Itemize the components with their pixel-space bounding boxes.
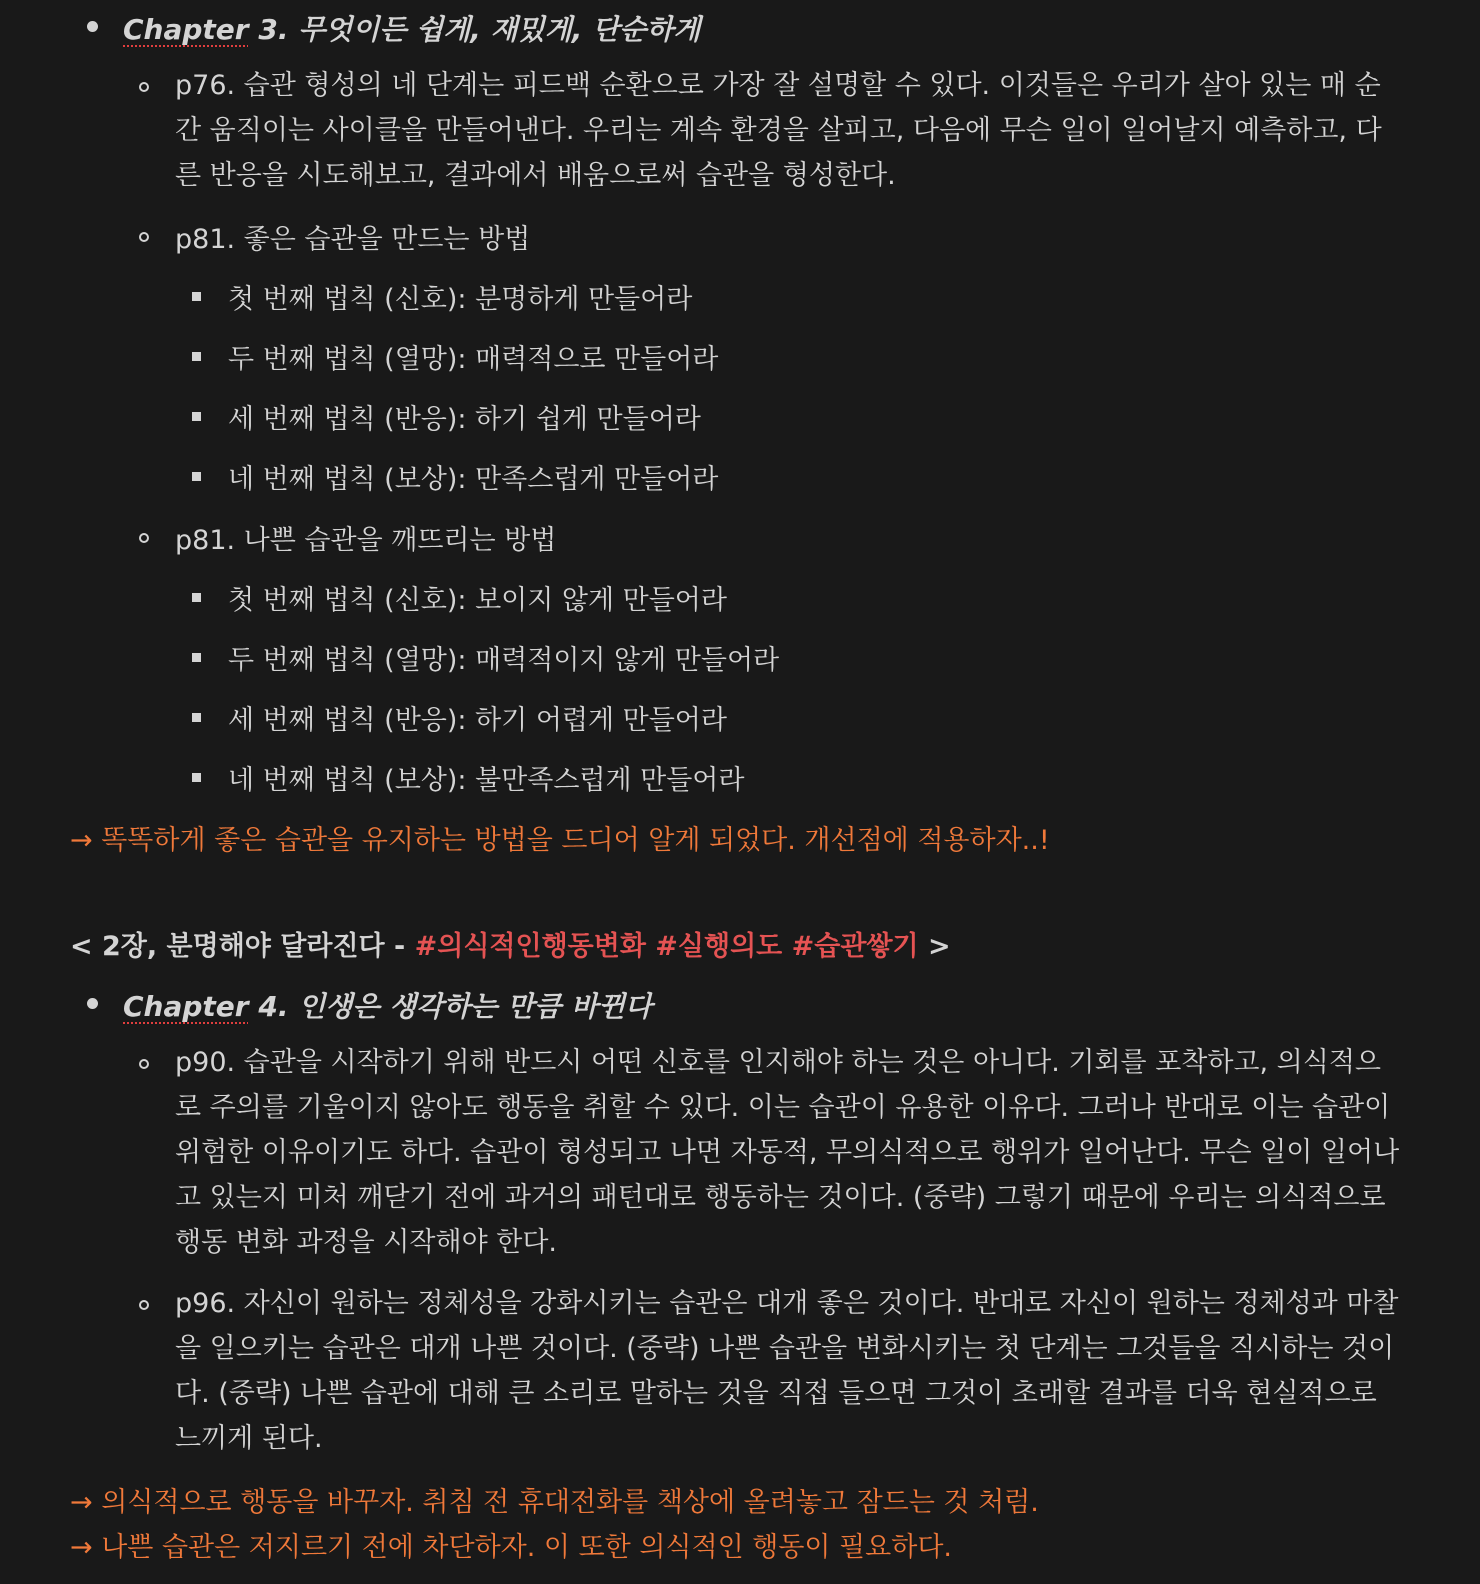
heading-suffix: > bbox=[918, 931, 951, 962]
list-item: 세 번째 법칙 (반응): 하기 어렵게 만들어라 bbox=[228, 705, 727, 736]
note-p96: p96. 자신이 원하는 정체성을 강화시키는 습관은 대개 좋은 것이다. 반대로 자신이 원하는 정체성과 마찰을 일으키는 습관은 대개 나쁜 것이다. (중략) 나쁜 습관을 변화시키는 첫 단계는 그것들을 직시하는 것이다. (중략) 나쁜 습관에 대해 큰 소리로 말하는 것을 직접 들으면 그것이 초래할 결과를 더욱 현실적으로 느끼게 된다. bbox=[175, 1288, 1399, 1454]
list-item: 네 번째 법칙 (보상): 만족스럽게 만들어라 bbox=[228, 464, 719, 495]
list-bullet bbox=[192, 653, 201, 662]
chapter-3-title bbox=[123, 8, 700, 48]
list-bullet bbox=[139, 232, 149, 242]
takeaway-note: → 의식적으로 행동을 바꾸자. 취침 전 휴대전화를 책상에 올려놓고 잠드는 것 처럼. bbox=[70, 1487, 1039, 1518]
note-p90: p90. 습관을 시작하기 위해 반드시 어떤 신호를 인지해야 하는 것은 아니다. 기회를 포착하고, 의식적으로 주의를 기울이지 않아도 행동을 취할 수 있다. 이는 습관이 유용한 이유다. 그러나 반대로 이는 습관이 위험한 이유이기도 하다. 습관이 형성되고 나면 자동적, 무의식적으로 행위가 일어난다. 무슨 일이 일어나고 있는지 미처 깨닫기 전에 과거의 패턴대로 행동하는 것이다. (중략) 그렇기 때문에 우리는 의식적으로 행동 변화 과정을 시작해야 한다. bbox=[175, 1047, 1400, 1258]
list-item: 첫 번째 법칙 (신호): 분명하게 만들어라 bbox=[228, 284, 693, 315]
note-p81-good-habits: p81. 좋은 습관을 만드는 방법 bbox=[175, 224, 531, 255]
section-heading bbox=[70, 924, 951, 963]
list-bullet bbox=[87, 21, 98, 32]
list-item: 네 번째 법칙 (보상): 불만족스럽게 만들어라 bbox=[228, 765, 745, 796]
list-item: 세 번째 법칙 (반응): 하기 쉽게 만들어라 bbox=[228, 404, 701, 435]
list-bullet bbox=[87, 998, 98, 1009]
list-bullet bbox=[192, 773, 201, 782]
hashtags: #의식적인행동변화 #실행의도 #습관쌓기 bbox=[414, 931, 919, 962]
chapter-label: Chapter bbox=[123, 13, 249, 46]
list-bullet bbox=[192, 412, 201, 421]
list-bullet bbox=[192, 713, 201, 722]
list-bullet bbox=[139, 533, 149, 543]
list-bullet bbox=[192, 472, 201, 481]
list-bullet bbox=[139, 1300, 149, 1310]
takeaway-note: → 똑똑하게 좋은 습관을 유지하는 방법을 드디어 알게 되었다. 개선점에 적용하자..! bbox=[70, 825, 1050, 856]
chapter-label: Chapter bbox=[123, 990, 249, 1023]
chapter-4-title bbox=[123, 985, 652, 1025]
heading-prefix: < 2장, 분명해야 달라진다 - bbox=[70, 931, 415, 962]
list-bullet bbox=[192, 292, 201, 301]
list-item: 첫 번째 법칙 (신호): 보이지 않게 만들어라 bbox=[228, 585, 727, 616]
chapter-title-text: 4. 인생은 생각하는 만큼 바뀐다 bbox=[248, 990, 653, 1023]
chapter-title-text: 3. 무엇이든 쉽게, 재밌게, 단순하게 bbox=[248, 13, 701, 46]
takeaway-note: → 나쁜 습관은 저지르기 전에 차단하자. 이 또한 의식적인 행동이 필요하다. bbox=[70, 1532, 952, 1563]
note-p76: p76. 습관 형성의 네 단계는 피드백 순환으로 가장 잘 설명할 수 있다. 이것들은 우리가 살아 있는 매 순간 움직이는 사이클을 만들어낸다. 우리는 계속 환경을 살피고, 다음에 무슨 일이 일어날지 예측하고, 다른 반응을 시도해보고, 결과에서 배움으로써 습관을 형성한다. bbox=[175, 70, 1382, 191]
list-item: 두 번째 법칙 (열망): 매력적이지 않게 만들어라 bbox=[228, 645, 780, 676]
note-p81-bad-habits: p81. 나쁜 습관을 깨뜨리는 방법 bbox=[175, 525, 557, 556]
list-bullet bbox=[139, 1059, 149, 1069]
list-item: 두 번째 법칙 (열망): 매력적으로 만들어라 bbox=[228, 344, 719, 375]
list-bullet bbox=[139, 82, 149, 92]
list-bullet bbox=[192, 593, 201, 602]
list-bullet bbox=[192, 352, 201, 361]
